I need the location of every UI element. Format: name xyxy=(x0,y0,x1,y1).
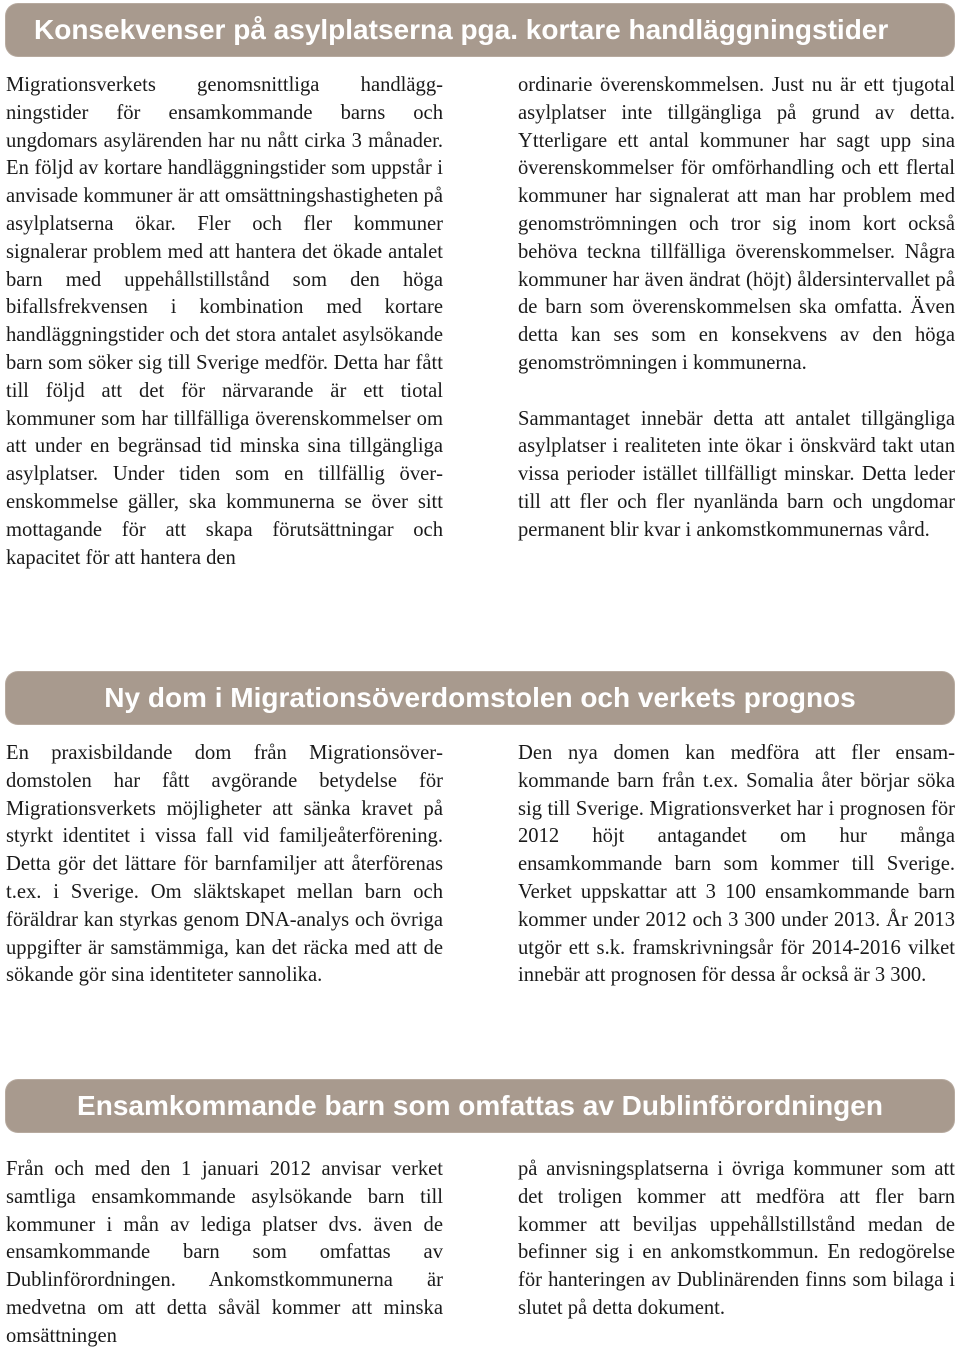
paragraph: En praxisbildande dom från Migrationsöverdomstolen har fått avgörande betydelse för Migrationsverkets möjligheter att sänka kravet på styrkt identitet i vissa fall vid familjeåterförening. Detta gör det lättare för barnfamiljer att återförenas t.ex. i Sverige. Om släktskapet mellan barn och föräldrar kan styrkas genom DNA-analys och övriga uppgifter är samstämmiga, kan det räcka med att de sökande gör sina identiteter sannolika. xyxy=(6,742,443,987)
section-3-right-column xyxy=(518,1156,955,1323)
section-1-right-column xyxy=(518,72,955,545)
paragraph: Den nya domen kan medföra att fler ensamkommande barn från t.ex. Somalia åter börjar söka sig till Sverige. Migrationsverket har i prognosen för 2012 höjt antagandet om hur många ensamkommande barn som kommer till Sverige. Verket uppskattar att 3 100 ensamkommande barn kommer under 2012 och 3 300 under 2013. År 2013 utgör ett s.k. framskrivningsår för 2014-2016 vilket innebär att prognosen för dessa år också är 3 300. xyxy=(518,742,955,987)
paragraph: på anvisningsplatserna i övriga kommuner som att det troligen kommer att medföra att fler barn kommer att beviljas uppehållstillstånd medan de befinner sig i en ankomstkommun. En redogörelse för hanteringen av Dublinärenden finns som bilaga i slutet på detta dokument. xyxy=(518,1158,955,1319)
section-2-left-column xyxy=(6,740,443,990)
paragraph: ordinarie överenskommelsen. Just nu är ett tjugotal asylplatser inte tillgängliga på grund av detta. Ytterligare ett antal kommuner har sagt upp sina överenskommelser för omförhandling och ett flertal kommuner har signalerat att man har problem med genomströmningen och tror sig inom kort också behöva teckna tillfälliga överenskommelser. Några kommuner har även ändrat (höjt) åldersintervallet på de barn som överenskommelsen ska omfatta. Även detta kan ses som en konsekvens av den höga genomströmningen i kommunerna. xyxy=(518,74,955,374)
section-heading-dublin: Ensamkommande barn som omfattas av Dublinförordningen xyxy=(6,1080,954,1132)
paragraph: Sammantaget innebär detta att antalet tillgängliga asylplatser i realiteten inte ökar i önskvärd takt utan vissa perioder istället tillfälligt minskar. Detta leder till att fler och fler nyanlända barn och ungdomar permanent blir kvar i ankomstkommunernas vård. xyxy=(518,407,955,541)
section-1-left-column xyxy=(6,72,443,572)
paragraph: Från och med den 1 januari 2012 anvisar verket samtliga ensamkommande asylsökande barn till kommuner i mån av lediga platser dvs. även de ensamkommande barn som omfattas av Dublinförordningen. Ankomstkommunerna är medvetna om att detta såväl kommer att minska omsättningen xyxy=(6,1158,443,1347)
section-2-right-column xyxy=(518,740,955,990)
section-heading-konsekvenser: Konsekvenser på asylplatserna pga. kortare handläggningstider xyxy=(6,4,954,56)
section-heading-ny-dom: Ny dom i Migrationsöverdomstolen och verkets prognos xyxy=(6,672,954,724)
paragraph: Migrationsverkets genomsnittliga handläggningstider för ensamkommande barns och ungdomars asylärenden har nu nått cirka 3 månader. En följd av kortare handläggningstider som uppstår i anvisade kommuner är att omsättningshastigheten på asylplatserna ökar. Fler och fler kommuner signalerar problem med att hantera det ökade antalet barn med uppehållstillstånd som den höga bifallsfrekvensen i kombination med kortare handläggningstider och det stora antalet asylsökande barn som söker sig till Sverige medför. Detta har fått till följd att det för närvarande är ett tiotal kommuner som har tillfälliga överenskommelser om att under en begränsad tid minska sina tillgängliga asylplatser. Under tiden som en tillfällig överenskommelse gäller, ska kommunerna se över sitt mottagande för att skapa förutsättningar och kapacitet för att hantera den xyxy=(6,74,443,569)
section-3-left-column xyxy=(6,1156,443,1351)
